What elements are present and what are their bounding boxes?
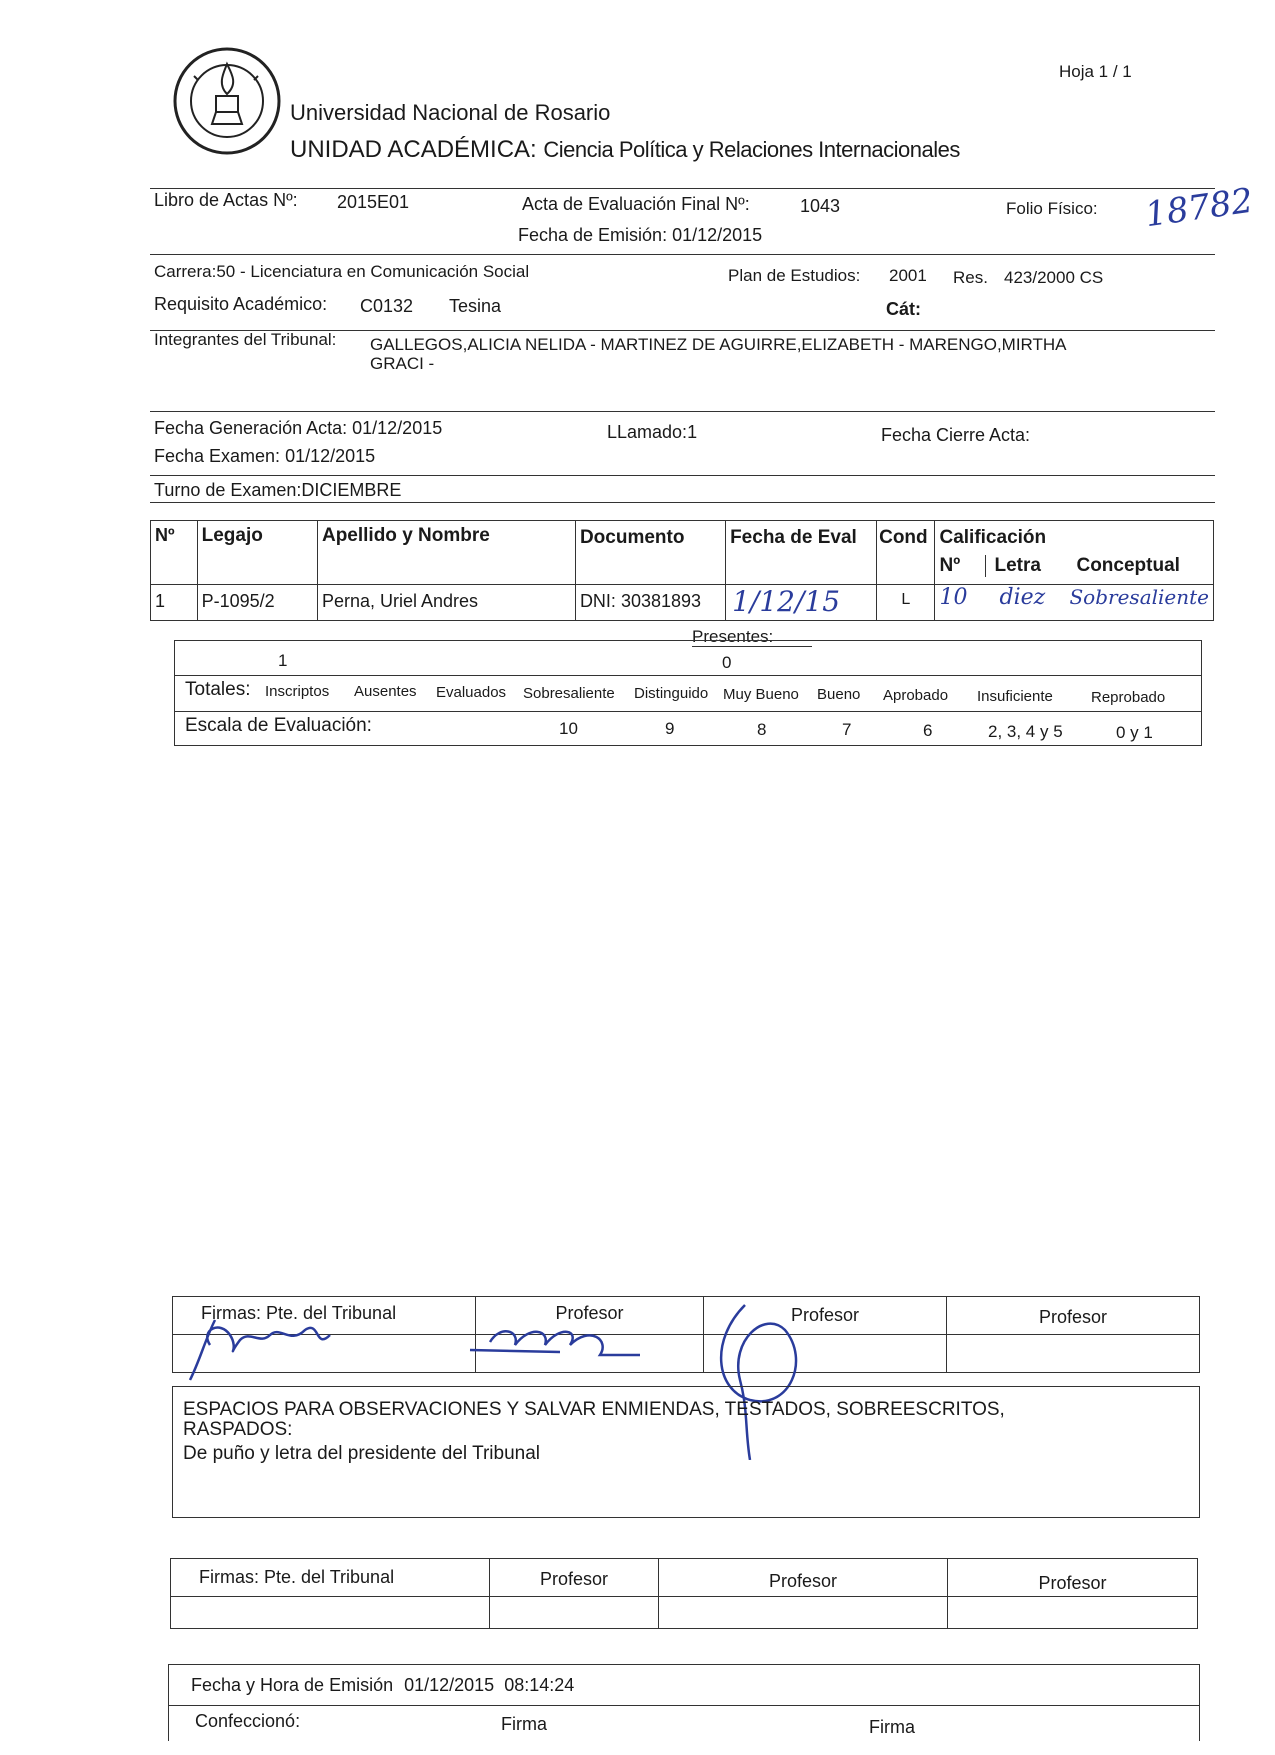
tribunal-line1: GALLEGOS,ALICIA NELIDA - MARTINEZ DE AGUIRRE,ELIZABETH - MARENGO,MIRTHA	[370, 335, 1067, 354]
observaciones-line2: RASPADOS:	[183, 1419, 293, 1440]
generacion-label: Fecha Generación Acta:	[154, 418, 348, 438]
inscriptos-value: 1	[278, 651, 288, 670]
footer-emision-label: Fecha y Hora de Emisión	[191, 1675, 394, 1695]
firmas-header-row	[171, 1559, 1198, 1597]
requisito-name: Tesina	[449, 296, 502, 316]
col-header-cal-letra: Letra	[994, 555, 1041, 576]
presentes-label: Presentes:	[692, 627, 774, 646]
divider	[150, 411, 1215, 412]
carrera: Carrera:50 - Licenciatura en Comunicación Social	[154, 262, 530, 281]
seal-emblem-icon	[172, 46, 282, 156]
unit-label: UNIDAD ACADÉMICA:	[290, 136, 537, 163]
col-distinguido: Distinguido	[634, 685, 709, 702]
footer-emision-value: 01/12/2015 08:14:24	[404, 1675, 575, 1695]
cell-documento: DNI: 30381893	[575, 585, 725, 621]
col-header-nombre: Apellido y Nombre	[317, 521, 575, 585]
escala-insuficiente: 2, 3, 4 y 5	[988, 722, 1063, 741]
col-header-n: Nº	[151, 521, 198, 585]
observaciones-line1: ESPACIOS PARA OBSERVACIONES Y SALVAR ENMIENDAS, TESTADOS, SOBREESCRITOS,	[183, 1399, 1005, 1420]
university-seal	[172, 46, 282, 156]
firma-pte-label: Firmas: Pte. del Tribunal	[173, 1297, 476, 1335]
cell-fecha-eval: 1/12/15	[726, 585, 877, 621]
escala-7: 7	[842, 720, 852, 739]
footer-emision-row	[191, 1675, 574, 1696]
firma-pte-label: Firmas: Pte. del Tribunal	[171, 1559, 490, 1597]
escala-label: Escala de Evaluación:	[185, 715, 372, 736]
col-header-cond: Cond	[877, 521, 935, 585]
firma-prof1-label: Profesor	[476, 1297, 704, 1335]
students-table	[150, 520, 1214, 621]
signature-cell-prof3	[948, 1597, 1198, 1629]
cell-n: 1	[151, 585, 198, 621]
cell-calificacion	[935, 585, 1214, 621]
col-header-cal-conceptual: Conceptual	[1076, 555, 1180, 576]
escala-6: 6	[923, 721, 933, 740]
llamado-row	[607, 422, 697, 443]
signature-prof1	[470, 1331, 640, 1355]
firma1-label: Firma	[501, 1714, 547, 1734]
calificacion-values	[939, 585, 1209, 610]
res-value: 423/2000 CS	[1004, 268, 1104, 287]
emision-label: Fecha de Emisión:	[518, 225, 668, 245]
folio-label: Folio Físico:	[1006, 199, 1098, 218]
observaciones-box	[172, 1386, 1200, 1518]
llamado-label: LLamado:	[607, 422, 688, 442]
firma-prof3-label: Profesor	[948, 1559, 1198, 1597]
col-insuficiente: Insuficiente	[977, 688, 1053, 705]
cierre-label: Fecha Cierre Acta:	[881, 425, 1031, 445]
examen-row	[154, 446, 375, 467]
table-row	[151, 585, 1214, 621]
col-header-documento: Documento	[575, 521, 725, 585]
col-header-cal-n: Nº	[939, 555, 986, 577]
divider	[150, 188, 1215, 189]
col-ausentes: Ausentes	[354, 683, 417, 700]
emision-value: 01/12/2015	[672, 225, 763, 245]
divider	[169, 1705, 1199, 1706]
firmas-table-2	[170, 1558, 1198, 1629]
cell-cond: L	[877, 585, 935, 621]
divider	[150, 254, 1215, 255]
confecciono-label: Confeccionó:	[195, 1711, 301, 1731]
signature-cell-pte	[171, 1597, 490, 1629]
generacion-value: 01/12/2015	[352, 418, 443, 438]
turno-row	[154, 480, 401, 501]
tribunal-line2: GRACI -	[370, 354, 435, 373]
firma-prof2-label: Profesor	[704, 1297, 947, 1335]
col-aprobado: Aprobado	[883, 687, 949, 704]
unit-name: Ciencia Política y Relaciones Internacionales	[543, 137, 960, 162]
table-header-row	[151, 521, 1214, 585]
emision-row	[518, 225, 762, 246]
unit-title	[290, 136, 960, 164]
university-name: Universidad Nacional de Rosario	[290, 100, 611, 125]
firmas-signature-row	[171, 1597, 1198, 1629]
cell-nombre: Perna, Uriel Andres	[317, 585, 575, 621]
col-inscriptos: Inscriptos	[265, 683, 330, 700]
footer-box	[168, 1664, 1200, 1741]
col-reprobado: Reprobado	[1091, 689, 1166, 706]
signature-cell-prof2	[659, 1597, 948, 1629]
cell-cal-conceptual: Sobresaliente	[1069, 585, 1209, 609]
page-number: Hoja 1 / 1	[1059, 62, 1132, 81]
turno-value: DICIEMBRE	[301, 480, 402, 500]
col-evaluados: Evaluados	[436, 684, 507, 701]
col-bueno: Bueno	[817, 686, 861, 703]
calificacion-subheaders	[939, 555, 1209, 577]
cell-legajo: P-1095/2	[197, 585, 317, 621]
totales-label: Totales:	[185, 679, 251, 700]
col-muy-bueno: Muy Bueno	[723, 686, 799, 703]
plan-label: Plan de Estudios:	[728, 266, 861, 285]
divider	[175, 675, 1201, 676]
requisito-value: C0132	[360, 296, 414, 316]
libro-label: Libro de Actas Nº:	[154, 190, 298, 210]
plan-value: 2001	[889, 266, 927, 285]
signature-cell-prof3	[947, 1335, 1200, 1373]
folio-handwritten: 18782	[1142, 180, 1256, 236]
cell-cal-n: 10	[939, 585, 968, 610]
escala-9: 9	[665, 719, 675, 738]
ausentes-value: 0	[722, 653, 732, 672]
firma-prof2-label: Profesor	[659, 1559, 948, 1597]
firma-prof1-label: Profesor	[490, 1559, 659, 1597]
examen-value: 01/12/2015	[285, 446, 376, 466]
divider	[150, 475, 1215, 476]
firma2-label: Firma	[869, 1717, 915, 1737]
acta-value: 1043	[800, 196, 841, 216]
cat-label: Cát:	[886, 299, 921, 319]
acta-label: Acta de Evaluación Final Nº:	[522, 194, 750, 214]
requisito-label: Requisito Académico:	[154, 294, 328, 314]
escala-reprobado: 0 y 1	[1116, 723, 1153, 742]
col-sobresaliente: Sobresaliente	[523, 685, 615, 702]
examen-label: Fecha Examen:	[154, 446, 281, 466]
generacion-row	[154, 418, 442, 439]
observaciones-line3: De puño y letra del presidente del Tribunal	[183, 1443, 541, 1464]
totals-box	[174, 640, 1202, 746]
escala-8: 8	[757, 720, 767, 739]
signature-cell-prof1	[490, 1597, 659, 1629]
cell-cal-letra: diez	[999, 585, 1046, 610]
firma-prof3-label: Profesor	[947, 1297, 1200, 1335]
turno-label: Turno de Examen:	[154, 480, 302, 500]
calificacion-title: Calificación	[939, 527, 1047, 548]
libro-value: 2015E01	[337, 192, 410, 212]
llamado-value: 1	[687, 422, 698, 442]
col-header-fecha: Fecha de Eval	[726, 521, 877, 585]
col-header-legajo: Legajo	[197, 521, 317, 585]
tribunal-label: Integrantes del Tribunal:	[154, 330, 337, 349]
divider	[150, 502, 1215, 503]
escala-10: 10	[559, 719, 578, 738]
res-label: Res.	[953, 268, 988, 287]
divider	[175, 711, 1201, 712]
signature-pte	[190, 1320, 330, 1380]
col-header-calificacion	[935, 521, 1214, 585]
